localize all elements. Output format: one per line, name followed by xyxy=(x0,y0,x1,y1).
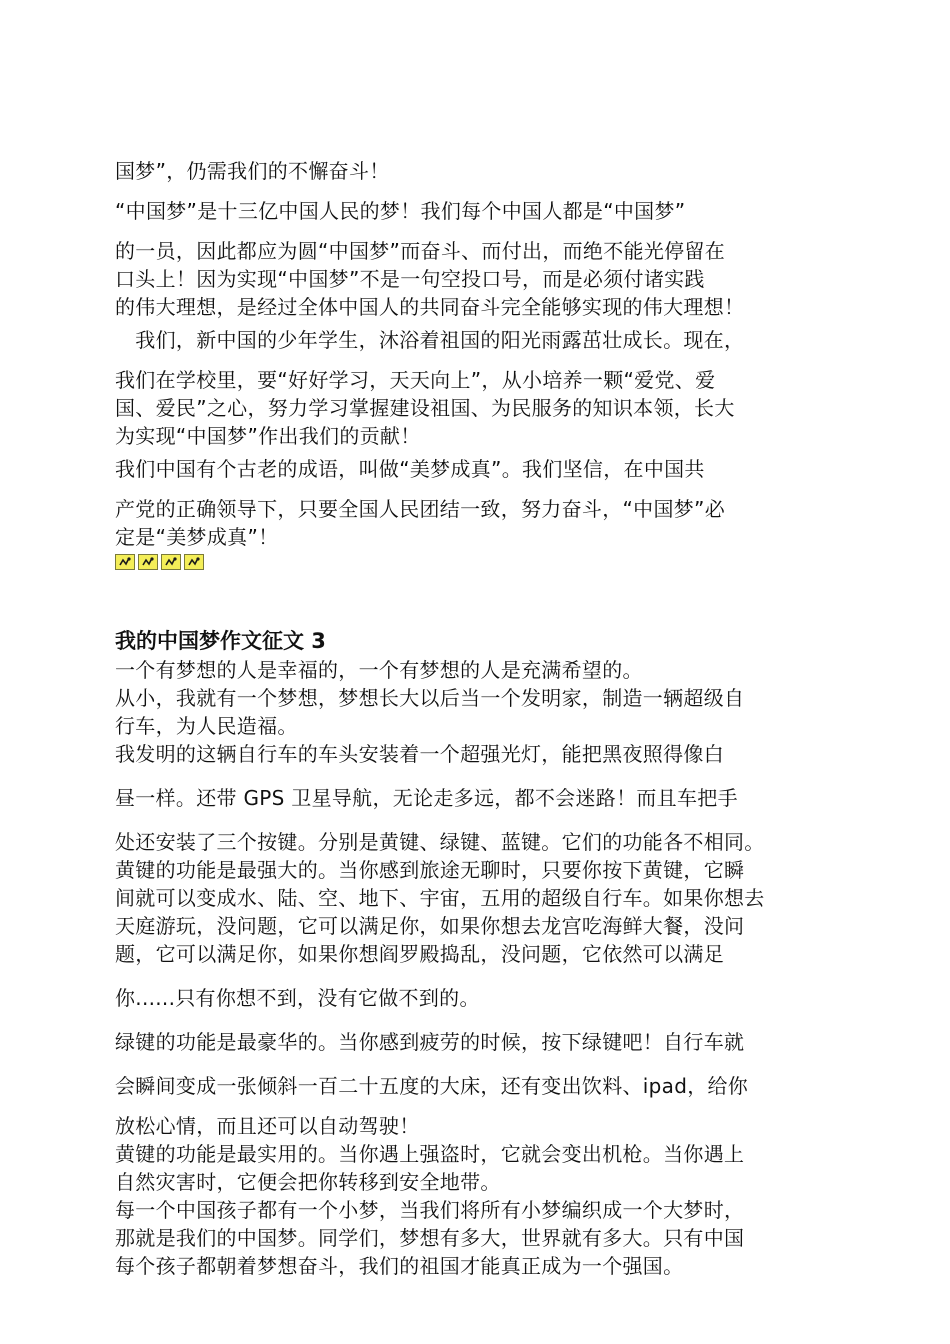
paragraph-line: 产党的正确领导下，只要全国人民团结一致，努力奋斗，“中国梦”必 xyxy=(115,497,726,521)
paragraph-line: 我们中国有个古老的成语，叫做“美梦成真”。我们坚信，在中国共 xyxy=(115,457,705,481)
paragraph-line: 会瞬间变成一张倾斜一百二十五度的大床，还有变出饮料、ipad，给你 xyxy=(115,1074,749,1098)
paragraph-line: 定是“美梦成真”！ xyxy=(115,525,279,549)
paragraph-line: 为实现“中国梦”作出我们的贡献！ xyxy=(115,424,421,448)
paragraph-line: 昼一样。还带 GPS 卫星导航，无论走多远，都不会迷路！而且车把手 xyxy=(115,786,738,810)
paragraph-line: 的一员，因此都应为圆“中国梦”而奋斗、而付出，而绝不能光停留在 xyxy=(115,239,726,263)
essay-continuation xyxy=(115,157,845,551)
paragraph-line: 国梦”，仍需我们的不懈奋斗！ xyxy=(115,159,390,183)
paragraph-line: 我发明的这辆自行车的车头安装着一个超强光灯，能把黑夜照得像白 xyxy=(115,742,724,766)
paragraph-line: 国、爱民”之心，努力学习掌握建设祖国、为民服务的知识本领，长大 xyxy=(115,396,735,420)
paragraph-line: 每个孩子都朝着梦想奋斗，我们的祖国才能真正成为一个强国。 xyxy=(115,1254,684,1278)
link-icon xyxy=(184,554,204,570)
paragraph-line: 我们在学校里，要“好好学习，天天向上”，从小培养一颗“爱党、爱 xyxy=(115,368,716,392)
paragraph-line: 放松心情，而且还可以自动驾驶！ xyxy=(115,1114,420,1138)
paragraph-line: 题，它可以满足你，如果你想阎罗殿捣乱，没问题，它依然可以满足 xyxy=(115,942,724,966)
link-icon xyxy=(138,554,158,570)
paragraph-line: 黄键的功能是最强大的。当你感到旅途无聊时，只要你按下黄键，它瞬 xyxy=(115,858,745,882)
paragraph-line: 的伟大理想，是经过全体中国人的共同奋斗完全能够实现的伟大理想！ xyxy=(115,295,745,319)
paragraph-line: 黄键的功能是最实用的。当你遇上强盗时，它就会变出机枪。当你遇上 xyxy=(115,1142,745,1166)
paragraph-line: 那就是我们的中国梦。同学们，梦想有多大，世界就有多大。只有中国 xyxy=(115,1226,745,1250)
document-page xyxy=(115,157,845,1280)
paragraph-line: 每一个中国孩子都有一个小梦，当我们将所有小梦编织成一个大梦时， xyxy=(115,1198,745,1222)
paragraph-line: 行车，为人民造福。 xyxy=(115,714,298,738)
paragraph-line: 口头上！因为实现“中国梦”不是一句空投口号，而是必须付诸实践 xyxy=(115,267,705,291)
paragraph-line: 间就可以变成水、陆、空、地下、宇宙，五用的超级自行车。如果你想去 xyxy=(115,886,765,910)
link-icon-strip xyxy=(115,554,845,572)
paragraph-line: 我们，新中国的少年学生，沐浴着祖国的阳光雨露茁壮成长。现在， xyxy=(115,328,745,352)
section-heading: 我的中国梦作文征文 3 xyxy=(115,629,326,653)
paragraph-line: 你......只有你想不到，没有它做不到的。 xyxy=(115,986,480,1010)
paragraph-line: 绿键的功能是最豪华的。当你感到疲劳的时候，按下绿键吧！自行车就 xyxy=(115,1030,745,1054)
paragraph-line: 自然灾害时，它便会把你转移到安全地带。 xyxy=(115,1170,501,1194)
essay-section-3 xyxy=(115,656,845,1280)
paragraph-line: 一个有梦想的人是幸福的，一个有梦想的人是充满希望的。 xyxy=(115,658,643,682)
paragraph-line: 从小，我就有一个梦想，梦想长大以后当一个发明家，制造一辆超级自 xyxy=(115,686,745,710)
link-icon xyxy=(161,554,181,570)
paragraph-line: “中国梦”是十三亿中国人民的梦！我们每个中国人都是“中国梦” xyxy=(115,199,686,223)
link-icon xyxy=(115,554,135,570)
paragraph-line: 天庭游玩，没问题，它可以满足你，如果你想去龙宫吃海鲜大餐，没问 xyxy=(115,914,745,938)
paragraph-line: 处还安装了三个按键。分别是黄键、绿键、蓝键。它们的功能各不相同。 xyxy=(115,830,765,854)
